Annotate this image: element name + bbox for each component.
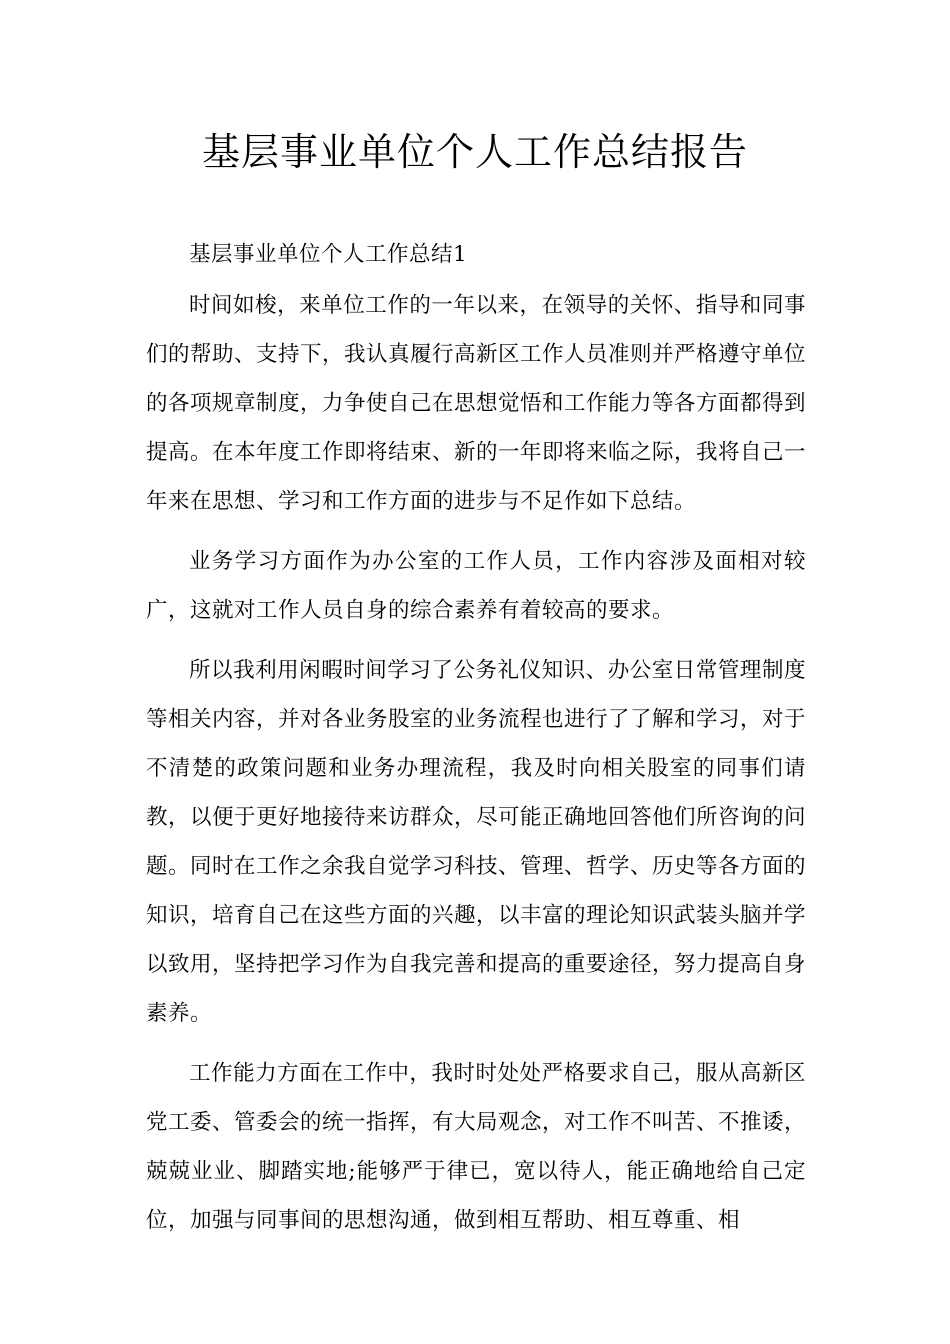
document-title: 基层事业单位个人工作总结报告 xyxy=(201,130,748,174)
paragraph-learning: 所以我利用闲暇时间学习了公务礼仪知识、办公室日常管理制度等相关内容，并对各业务股室的业务流程也进行了了解和学习，对于不清楚的政策问题和业务办理流程，我及时向相关股室的同事们请教，以便于更好地接待来访群众，尽可能正确地回答他们所咨询的问题。同时在工作之余我自觉学习科技、管理、哲学、历史等各方面的知识，培育自己在这些方面的兴趣，以丰富的理论知识武装头脑并学以致用，坚持把学习作为自我完善和提高的重要途径，努力提高自身素养。 xyxy=(146,658,807,1026)
paragraph-study: 业务学习方面作为办公室的工作人员，工作内容涉及面相对较广，这就对工作人员自身的综合素养有着较高的要求。 xyxy=(146,549,806,623)
paragraph-intro: 时间如梭，来单位工作的一年以来，在领导的关怀、指导和同事们的帮助、支持下，我认真履行高新区工作人员准则并严格遵守单位的各项规章制度，力争使自己在思想觉悟和工作能力等各方面都得到提高。在本年度工作即将结束、新的一年即将来临之际，我将自己一年来在思想、学习和工作方面的进步与不足作如下总结。 xyxy=(146,293,807,514)
document-body xyxy=(146,230,806,1256)
paragraph-ability: 工作能力方面在工作中，我时时处处严格要求自己，服从高新区党工委、管委会的统一指挥，有大局观念，对工作不叫苦、不推诿，兢兢业业、脚踏实地;能够严于律已，宽以待人，能正确地给自己定位，加强与同事间的思想沟通，做到相互帮助、相互尊重、相 xyxy=(146,1061,807,1233)
section-heading: 基层事业单位个人工作总结1 xyxy=(189,242,468,267)
